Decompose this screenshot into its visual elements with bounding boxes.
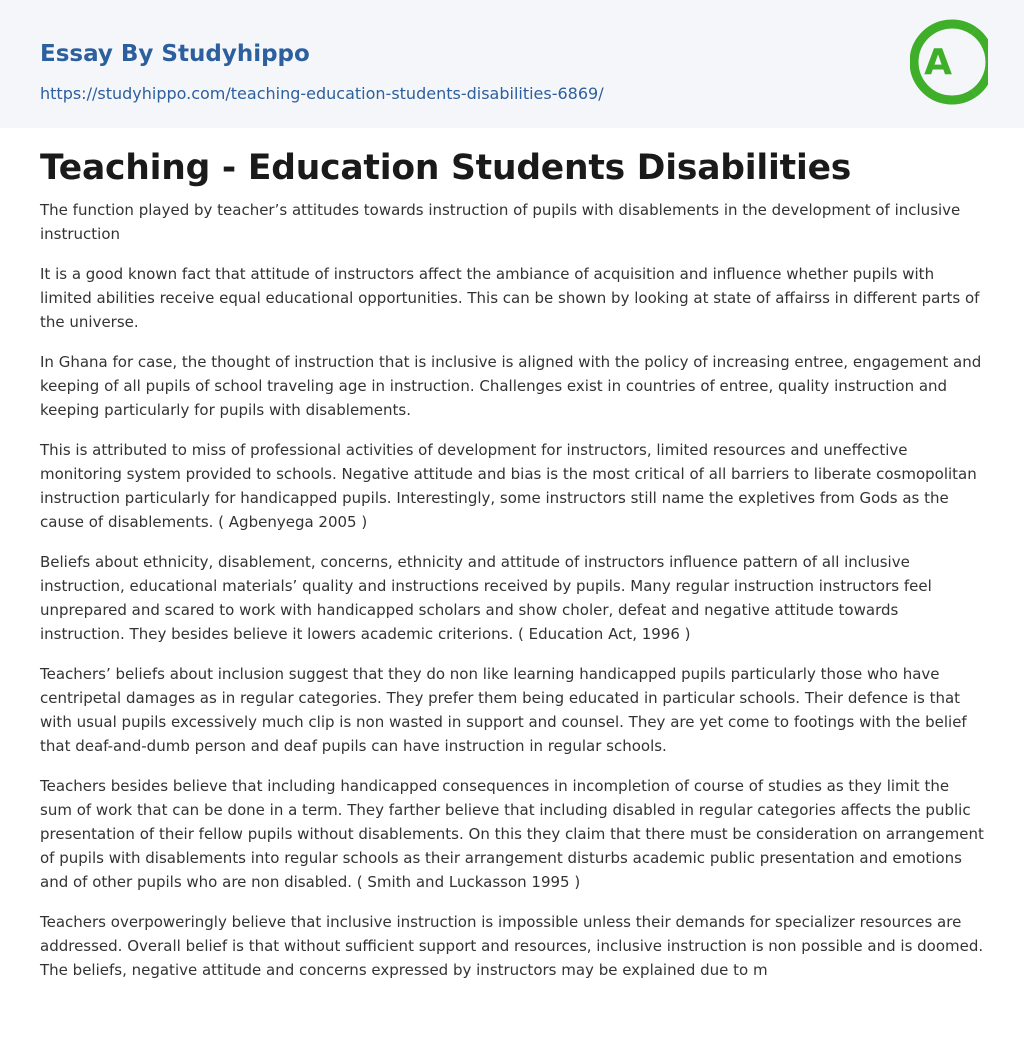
paragraph-6: Teachers’ beliefs about inclusion suggest that they do non like learning handicapped pupils particularly those who have centripetal damages as in regular categories. They prefer them being educated in particular schools. Their defence is that with usual pupils excessively much clip is non wasted in support and counsel. They are yet come to footings with the belief that deaf-and-dumb person and deaf pupils can have instruction in regular schools. bbox=[40, 665, 967, 755]
article-body bbox=[40, 140, 985, 998]
paragraph-4: This is attributed to miss of professional activities of development for instructors, limited resources and uneffective monitoring system provided to schools. Negative attitude and bias is the most critical of all barriers to liberate cosmopolitan instruction particularly for handicapped pupils. Interestingly, some instructors still name the expletives from Gods as the cause of disablements. ( Agbenyega 2005 ) bbox=[40, 441, 977, 531]
logo-letter: A bbox=[924, 42, 952, 83]
paragraph-3: In Ghana for case, the thought of instruction that is inclusive is aligned with the policy of increasing entree, engagement and keeping of all pupils of school traveling age in instruction. Challenges exist in countries of entree, quality instruction and keeping particularly for pupils with disablements. bbox=[40, 353, 982, 419]
paragraph-1: The function played by teacher’s attitudes towards instruction of pupils with disablements in the development of inclusive instruction bbox=[40, 201, 961, 243]
site-header bbox=[0, 0, 1024, 128]
paragraph-7: Teachers besides believe that including handicapped consequences in incompletion of course of studies as they limit the sum of work that can be done in a term. They farther believe that including disabled in regular categories affects the public presentation of their fellow pupils without disablements. On this they claim that there must be consideration on arrangement of pupils with disablements into regular schools as their arrangement disturbs academic public presentation and emotions and of other pupils who are non disabled. ( Smith and Luckasson 1995 ) bbox=[40, 777, 984, 891]
paragraph-2: It is a good known fact that attitude of instructors affect the ambiance of acquisition and influence whether pupils with limited abilities receive equal educational opportunities. This can be shown by looking at state of affairss in different parts of the universe. bbox=[40, 265, 980, 331]
article-url-link[interactable]: https://studyhippo.com/teaching-education-students-disabilities-6869/ bbox=[40, 84, 604, 103]
article-title: Teaching - Education Students Disabilities bbox=[40, 148, 852, 188]
paragraph-8: Teachers overpoweringly believe that inclusive instruction is impossible unless their demands for specializer resources are addressed. Overall belief is that without sufficient support and resources, inclusive instruction is non possible and is doomed. The beliefs, negative attitude and concerns expressed by instructors may be explained due to m bbox=[40, 913, 984, 979]
brand-title[interactable]: Essay By Studyhippo bbox=[40, 41, 310, 67]
studyhippo-logo-icon[interactable] bbox=[910, 18, 988, 106]
paragraph-5: Beliefs about ethnicity, disablement, concerns, ethnicity and attitude of instructors influence pattern of all inclusive instruction, educational materials’ quality and instructions received by pupils. Many regular instruction instructors feel unprepared and scared to work with handicapped scholars and show choler, defeat and negative attitude towards instruction. They besides believe it lowers academic criterions. ( Education Act, 1996 ) bbox=[40, 553, 932, 643]
